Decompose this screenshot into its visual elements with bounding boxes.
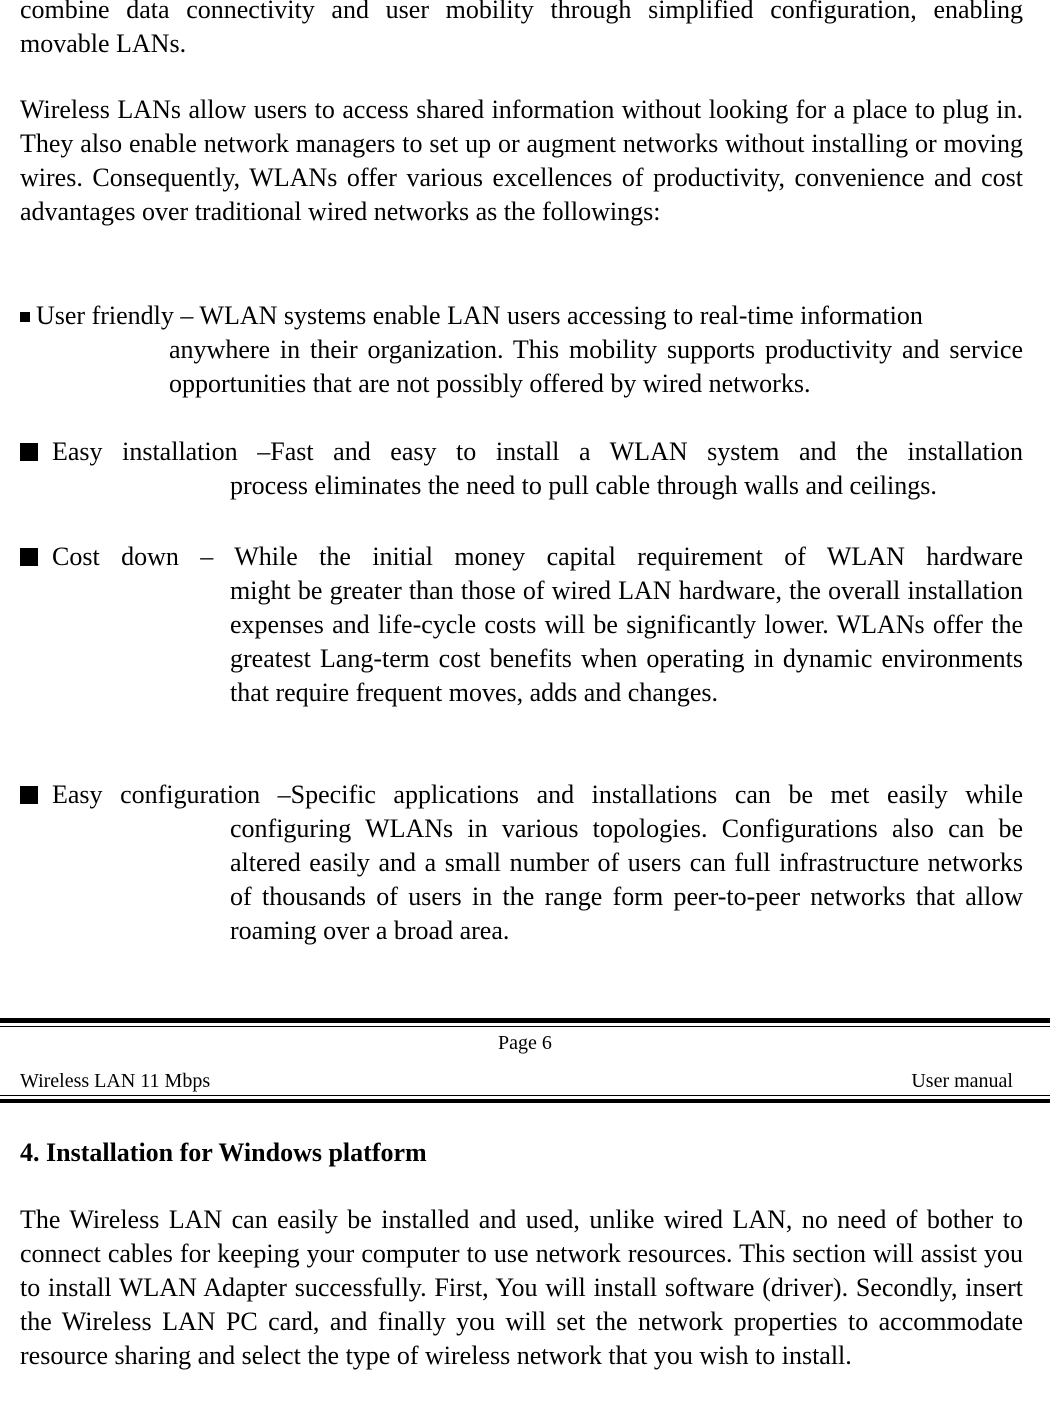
bullet-user-friendly-lead-text: User friendly – WLAN systems enable LAN users accessing to real-time information	[36, 301, 923, 330]
bullet-easy-installation	[20, 435, 1023, 503]
bullet-cost-down	[20, 540, 1023, 710]
bullet-square-icon	[20, 312, 30, 322]
bullet-cost-down-continuation: might be greater than those of wired LAN hardware, the overall installation expenses and life-cycle costs will be significantly lower. WLANs offer the greatest Lang-term cost benefits when operating in dynamic environments that require frequent moves, adds and changes.	[230, 576, 1023, 707]
bullet-easy-configuration-lead-text: Easy configuration –Specific applications and installations can be met easily while	[52, 780, 1023, 809]
footer-thick-rule	[0, 1018, 1050, 1023]
bullet-easy-configuration-lead	[20, 778, 1023, 812]
bullet-cost-down-lead	[20, 540, 1023, 574]
wireless-lans-paragraph: Wireless LANs allow users to access shared information without looking for a place to plug in. They also enable network managers to set up or augment networks without installing or moving wires. Consequently, WLANs offer various excellences of productivity, convenience and cost advantages over traditional wired networks as the followings:	[20, 95, 1023, 226]
footer-product-name: Wireless LAN 11 Mbps	[20, 1070, 211, 1092]
header-thin-rule	[0, 1095, 1050, 1096]
intro-continuation-paragraph: combine data connectivity and user mobility through simplified configuration, enabling movable LANs.	[20, 0, 1023, 58]
section-4-body-paragraph: The Wireless LAN can easily be installed and used, unlike wired LAN, no need of bother to connect cables for keeping your computer to use network resources. This section will assist you to install WLAN Adapter successfully. First, You will install software (driver). Secondly, insert the Wireless LAN PC card, and finally you will set the network properties to accommodate resource sharing and select the type of wireless network that you wish to install.	[20, 1205, 1023, 1370]
bullet-square-icon	[20, 443, 38, 461]
footer-thin-rule	[0, 1026, 1050, 1027]
bullet-square-icon	[20, 548, 38, 566]
bullet-easy-installation-continuation: process eliminates the need to pull cable through walls and ceilings.	[230, 471, 937, 500]
header-thick-rule	[0, 1099, 1050, 1103]
bullet-cost-down-lead-text: Cost down – While the initial money capital requirement of WLAN hardware	[52, 542, 1023, 571]
bullet-easy-installation-lead	[20, 435, 1023, 469]
bullet-user-friendly-continuation: anywhere in their organization. This mobility supports productivity and service opportunities that are not possibly offered by wired networks.	[169, 335, 1023, 398]
section-4-heading: 4. Installation for Windows platform	[20, 1138, 427, 1167]
bullet-easy-configuration-continuation: configuring WLANs in various topologies. Configurations also can be altered easily and a small number of users can full infrastructure networks of thousands of users in the range form peer-to-peer networks that allow roaming over a broad area.	[230, 814, 1023, 945]
bullet-user-friendly-lead	[20, 299, 1023, 333]
footer-doc-type: User manual	[911, 1070, 1013, 1092]
bullet-easy-configuration	[20, 778, 1023, 948]
bullet-easy-installation-lead-text: Easy installation –Fast and easy to install a WLAN system and the installation	[52, 437, 1023, 466]
bullet-user-friendly	[20, 299, 1023, 401]
bullet-square-icon	[20, 786, 38, 804]
page-number: Page 6	[498, 1032, 552, 1054]
